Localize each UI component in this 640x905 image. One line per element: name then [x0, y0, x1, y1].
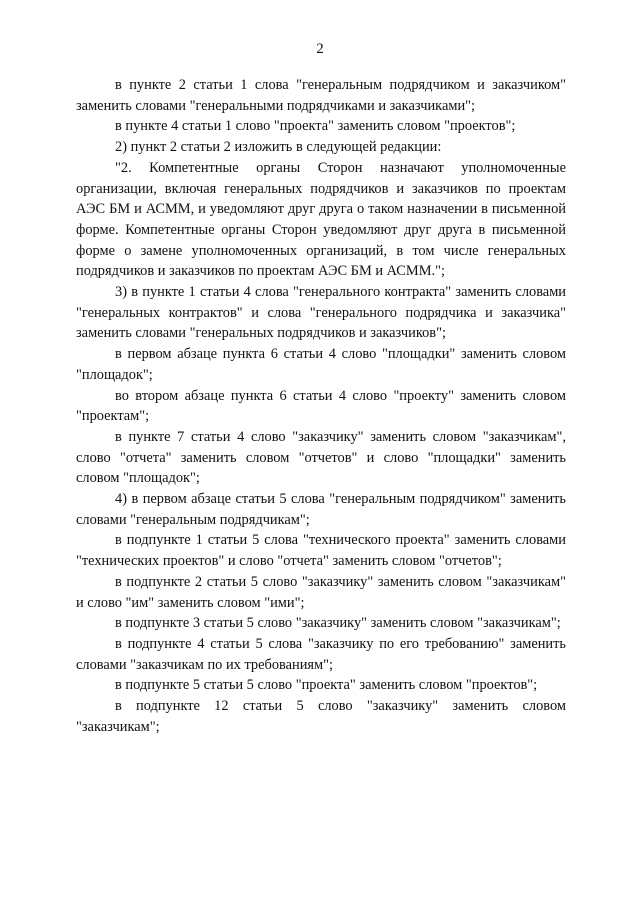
page-number: 2: [316, 41, 324, 57]
paragraph: в пункте 7 статьи 4 слово "заказчику" заменить словом "заказчикам", слово "отчета" заменить словом "отчетов" и слово "площадки" заменить словом "площадок";: [76, 428, 566, 487]
paragraph: 3) в пункте 1 статьи 4 слова "генерального контракта" заменить словами "генеральных контрактов" и слова "генерального подрядчика и заказчика" заменить словами "генеральных подрядчиков и заказчиков";: [76, 284, 566, 342]
paragraph: в пункте 4 статьи 1 слово "проекта" заменить словом "проектов";: [115, 118, 516, 135]
document-body: [76, 75, 566, 738]
paragraph: во втором абзаце пункта 6 статьи 4 слово "проекту" заменить словом "проектам";: [76, 387, 566, 425]
paragraph: 2) пункт 2 статьи 2 изложить в следующей редакции:: [115, 139, 442, 156]
paragraph: в подпункте 3 статьи 5 слово "заказчику" заменить словом "заказчикам";: [115, 615, 561, 632]
paragraph: в подпункте 4 статьи 5 слова "заказчику по его требованию" заменить словами "заказчикам по их требованиям";: [76, 635, 566, 673]
paragraph: в подпункте 12 статьи 5 слово "заказчику" заменить словом "заказчикам";: [76, 698, 566, 735]
paragraph: в подпункте 2 статьи 5 слово "заказчику" заменить словом "заказчикам" и слово "им" заменить словом "ими";: [76, 573, 566, 611]
paragraph: в первом абзаце пункта 6 статьи 4 слово "площадки" заменить словом "площадок";: [76, 346, 566, 383]
paragraph: в подпункте 5 статьи 5 слово "проекта" заменить словом "проектов";: [115, 677, 538, 694]
paragraph: в подпункте 1 статьи 5 слова "технического проекта" заменить словами "технических проектов" и слово "отчета" заменить словом "отчетов";: [76, 532, 566, 570]
paragraph: 4) в первом абзаце статьи 5 слова "генеральным подрядчиком" заменить словами "генеральным подрядчикам";: [76, 491, 566, 528]
paragraph: в пункте 2 статьи 1 слова "генеральным подрядчиком и заказчиком" заменить словами "генеральными подрядчиками и заказчиками";: [76, 77, 566, 114]
paragraph: "2. Компетентные органы Сторон назначают уполномоченные организации, включая генеральных подрядчиков и заказчиков по проектам АЭС БМ и АСММ, и уведомляют друг друга о таком назначении в письменной форме. Компетентные органы Сторон уведомляют друг друга в письменной форме о замене уполномоченных организаций, в том числе генеральных подрядчиков и заказчиков по проектам АЭС БМ и АСММ.";: [76, 159, 566, 280]
